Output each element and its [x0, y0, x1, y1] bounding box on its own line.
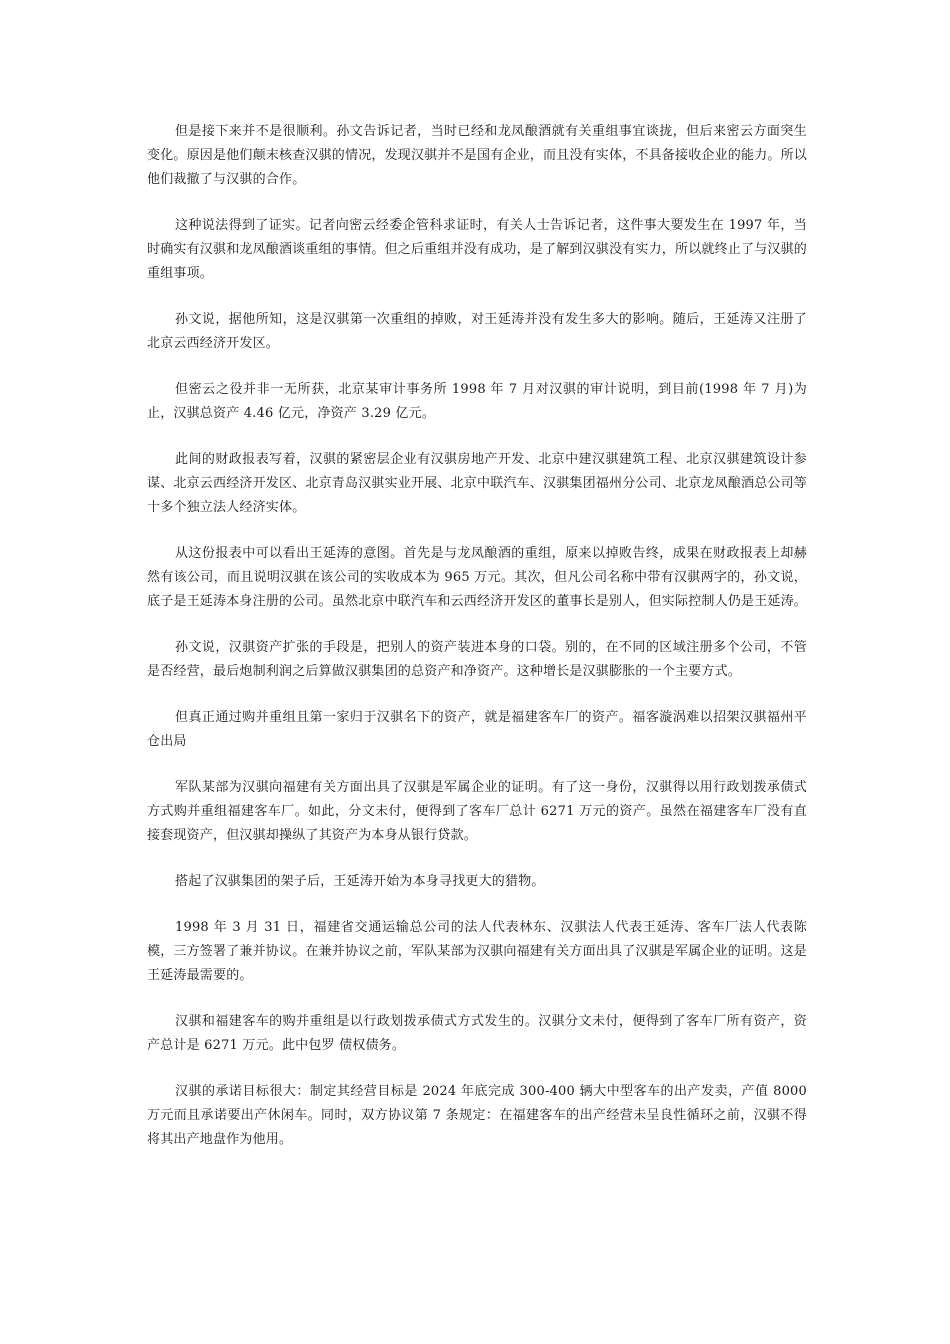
- paragraph-13: 汉骐的承诺目标很大：制定其经营目标是 2024 年底完成 300-400 辆大中型客车的出产发卖，产值 8000 万元而且承诺要出产休闲车。同时，双方协议第 7 条规定：在福建客车的出产经营未呈良性循环之前，汉骐不得将其出产地盘作为他用。: [147, 1084, 807, 1147]
- paragraph-10: 搭起了汉骐集团的架子后，王延涛开始为本身寻找更大的猎物。: [175, 874, 545, 889]
- paragraph-2: 这种说法得到了证实。记者向密云经委企管科求证时，有关人士告诉记者，这件事大要发生在 1997 年，当时确实有汉骐和龙凤酿酒谈重组的事情。但之后重组并没有成功，是了解到汉骐没有实力，所以就终止了与汉骐的重组事项。: [147, 218, 808, 281]
- document-body: [147, 120, 807, 1174]
- paragraph-3: 孙文说，据他所知，这是汉骐第一次重组的掉败，对王延涛并没有发生多大的影响。随后，王延涛又注册了北京云西经济开发区。: [147, 312, 807, 351]
- paragraph-12: 汉骐和福建客车的购并重组是以行政划拨承债式方式发生的。汉骐分文未付，便得到了客车厂所有资产，资产总计是 6271 万元。此中包罗 债权债务。: [147, 1014, 807, 1053]
- paragraph-6: 从这份报表中可以看出王延涛的意图。首先是与龙凤酿酒的重组，原来以掉败告终，成果在财政报表上却赫然有该公司，而且说明汉骐在该公司的实收成本为 965 万元。其次，但凡公司名称中带有汉骐两字的，孙文说，底子是王延涛本身注册的公司。虽然北京中联汽车和云西经济开发区的董事长是别人，但实际控制人仍是王延涛。: [147, 546, 808, 609]
- paragraph-9: 军队某部为汉骐向福建有关方面出具了汉骐是军属企业的证明。有了这一身份，汉骐得以用行政划拨承债式方式购并重组福建客车厂。如此，分文未付，便得到了客车厂总计 6271 万元的资产。虽然在福建客车厂没有直接套现资产，但汉骐却操纵了其资产为本身从银行贷款。: [147, 780, 807, 843]
- paragraph-7: 孙文说，汉骐资产扩张的手段是，把别人的资产装进本身的口袋。别的，在不同的区域注册多个公司，不管是否经营，最后炮制利润之后算做汉骐集团的总资产和净资产。这种增长是汉骐膨胀的一个主要方式。: [147, 640, 807, 679]
- paragraph-11: 1998 年 3 月 31 日，福建省交通运输总公司的法人代表林东、汉骐法人代表王延涛、客车厂法人代表陈模，三方签署了兼并协议。在兼并协议之前，军队某部为汉骐向福建有关方面出具了汉骐是军属企业的证明。这是王延涛最需要的。: [147, 920, 808, 983]
- paragraph-4: 但密云之役并非一无所获，北京某审计事务所 1998 年 7 月对汉骐的审计说明，到目前(1998 年 7 月)为止，汉骐总资产 4.46 亿元，净资产 3.29 亿元。: [147, 382, 807, 421]
- paragraph-1: 但是接下来并不是很顺利。孙文告诉记者，当时已经和龙凤酿酒就有关重组事宜谈拢，但后来密云方面突生变化。原因是他们颠末核查汉骐的情况，发现汉骐并不是国有企业，而且没有实体，不具备接收企业的能力。所以他们裁撤了与汉骐的合作。: [147, 124, 808, 187]
- paragraph-5: 此间的财政报表写着，汉骐的紧密层企业有汉骐房地产开发、北京中建汉骐建筑工程、北京汉骐建筑设计参谋、北京云西经济开发区、北京青岛汉骐实业开展、北京中联汽车、汉骐集团福州分公司、北京龙凤酿酒总公司等十多个独立法人经济实体。: [147, 452, 808, 515]
- paragraph-8: 但真正通过购并重组且第一家归于汉骐名下的资产，就是福建客车厂的资产。福客漩涡难以招架汉骐福州平仓出局: [147, 710, 807, 749]
